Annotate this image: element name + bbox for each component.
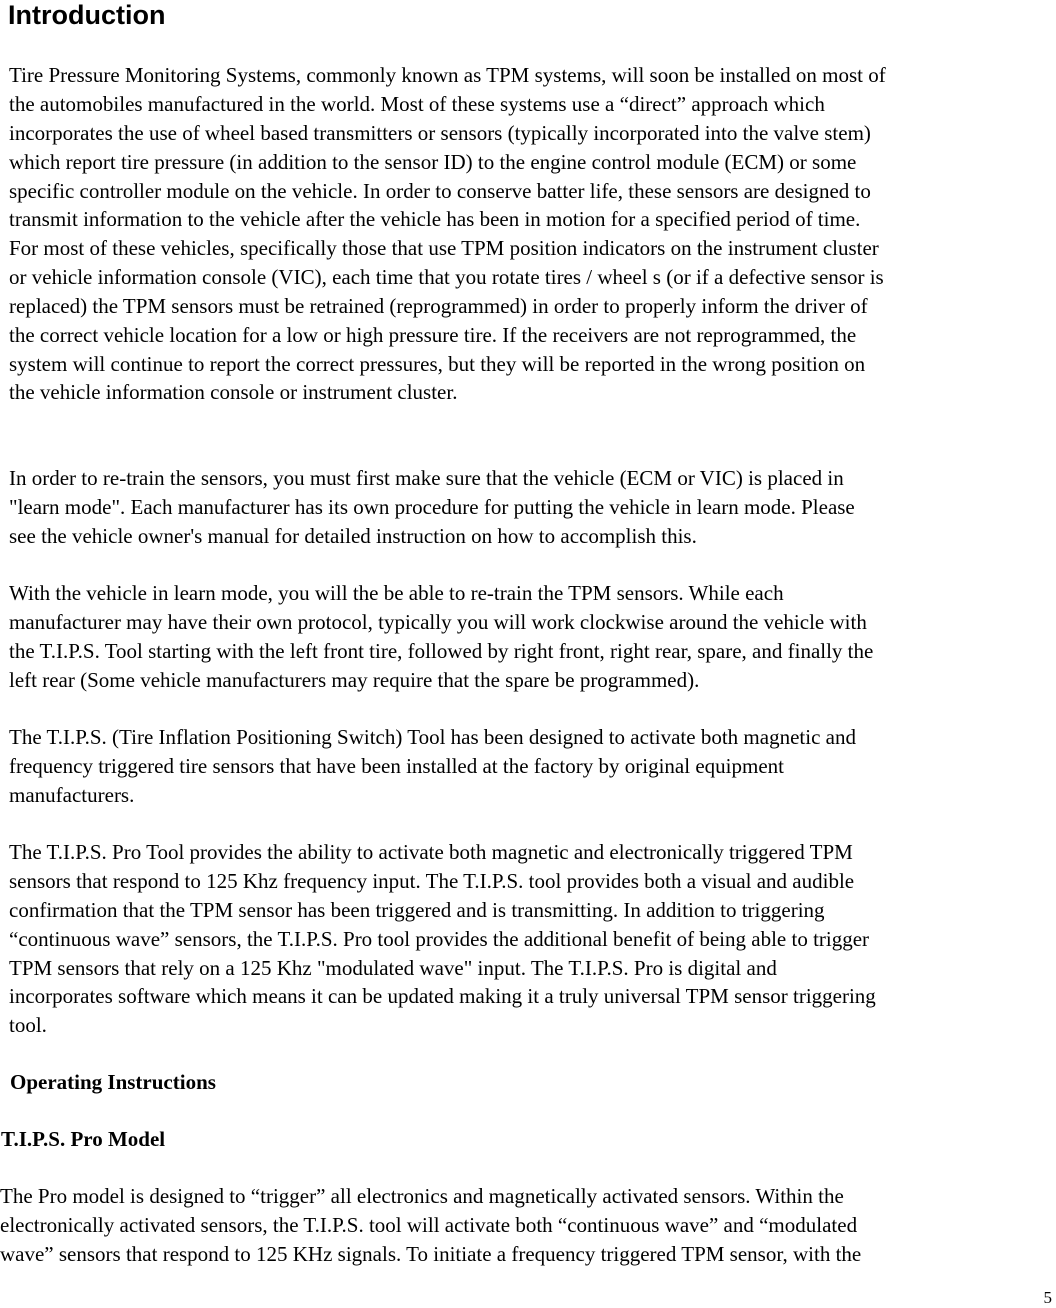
text-line: manufacturers. bbox=[9, 782, 135, 807]
text-line: which report tire pressure (in addition to the sensor ID) to the engine control module (ECM) or some bbox=[9, 149, 857, 174]
text-line: For most of these vehicles, specifically those that use TPM position indicators on the instrument cluster bbox=[9, 236, 879, 260]
text-line: sensors that respond to 125 Khz frequency input. The T.I.P.S. tool provides both a visual and audible bbox=[9, 868, 855, 893]
text-line: frequency triggered tire sensors that have been installed at the factory by original equipment bbox=[9, 753, 784, 778]
text-line: wave” sensors that respond to 125 KHz signals. To initiate a frequency triggered TPM sensor, with the bbox=[0, 1241, 862, 1266]
text-line: In order to re-train the sensors, you must first make sure that the vehicle (ECM or VIC) is placed in bbox=[9, 466, 844, 490]
paragraph-pro-model bbox=[0, 1182, 1056, 1269]
paragraph-retrain-procedure bbox=[9, 579, 1056, 695]
text-line: see the vehicle owner's manual for detailed instruction on how to accomplish this. bbox=[9, 523, 697, 548]
text-line: The T.I.P.S. (Tire Inflation Positioning Switch) Tool has been designed to activate both magnetic and bbox=[9, 725, 856, 749]
page-number: 5 bbox=[1043, 1288, 1052, 1307]
paragraph-tpm-overview bbox=[9, 61, 1056, 234]
text-line: incorporates the use of wheel based transmitters or sensors (typically incorporated into the valve stem) bbox=[9, 120, 871, 145]
text-line: specific controller module on the vehicle. In order to conserve batter life, these sensors are designed to bbox=[9, 178, 871, 203]
text-line: The T.I.P.S. Pro Tool provides the ability to activate both magnetic and electronically triggered TPM bbox=[9, 840, 853, 864]
text-line: or vehicle information console (VIC), each time that you rotate tires / wheel s (or if a defective sensor is bbox=[9, 264, 884, 289]
paragraph-retraining bbox=[9, 234, 1056, 407]
text-line: system will continue to report the correct pressures, but they will be reported in the wrong position on bbox=[9, 351, 866, 376]
text-line: The Pro model is designed to “trigger” all electronics and magnetically activated sensors. Within the bbox=[0, 1184, 844, 1208]
text-line: the vehicle information console or instrument cluster. bbox=[9, 380, 458, 405]
text-line: incorporates software which means it can be updated making it a truly universal TPM sensor triggering bbox=[9, 984, 876, 1009]
text-line: left rear (Some vehicle manufacturers may require that the spare be programmed). bbox=[9, 667, 700, 692]
text-line: confirmation that the TPM sensor has been triggered and is transmitting. In addition to triggering bbox=[9, 897, 825, 922]
text-line: transmit information to the vehicle after the vehicle has been in motion for a specified period of time. bbox=[9, 207, 861, 232]
section-heading-pro-model: T.I.P.S. Pro Model bbox=[1, 1127, 166, 1151]
text-line: manufacturer may have their own protocol, typically you will work clockwise around the vehicle with bbox=[9, 609, 867, 634]
paragraph-learn-mode bbox=[9, 464, 1056, 551]
page-title: Introduction bbox=[8, 0, 166, 30]
text-line: the T.I.P.S. Tool starting with the left front tire, followed by right front, right rear, spare, and finally the bbox=[9, 638, 874, 663]
text-line: TPM sensors that rely on a 125 Khz "modulated wave" input. The T.I.P.S. Pro is digital and bbox=[9, 955, 777, 980]
paragraph-tips-tool bbox=[9, 723, 1056, 810]
text-line: tool. bbox=[9, 1013, 47, 1038]
text-line: "learn mode". Each manufacturer has its own procedure for putting the vehicle in learn mode. Please bbox=[9, 494, 855, 519]
section-heading-operating-instructions: Operating Instructions bbox=[10, 1070, 216, 1094]
text-line: replaced) the TPM sensors must be retrained (reprogrammed) in order to properly inform the driver of bbox=[9, 293, 868, 318]
text-line: the correct vehicle location for a low or high pressure tire. If the receivers are not reprogrammed, the bbox=[9, 322, 857, 347]
paragraph-tips-pro-tool bbox=[9, 838, 1056, 1040]
text-line: the automobiles manufactured in the world. Most of these systems use a “direct” approach which bbox=[9, 91, 825, 116]
text-line: With the vehicle in learn mode, you will the be able to re-train the TPM sensors. While each bbox=[9, 581, 784, 605]
text-line: electronically activated sensors, the T.I.P.S. tool will activate both “continuous wave” and “modulated bbox=[0, 1212, 858, 1237]
text-line: Tire Pressure Monitoring Systems, commonly known as TPM systems, will soon be installed on most of bbox=[9, 63, 886, 87]
text-line: “continuous wave” sensors, the T.I.P.S. Pro tool provides the additional benefit of being able to trigger bbox=[9, 926, 870, 951]
